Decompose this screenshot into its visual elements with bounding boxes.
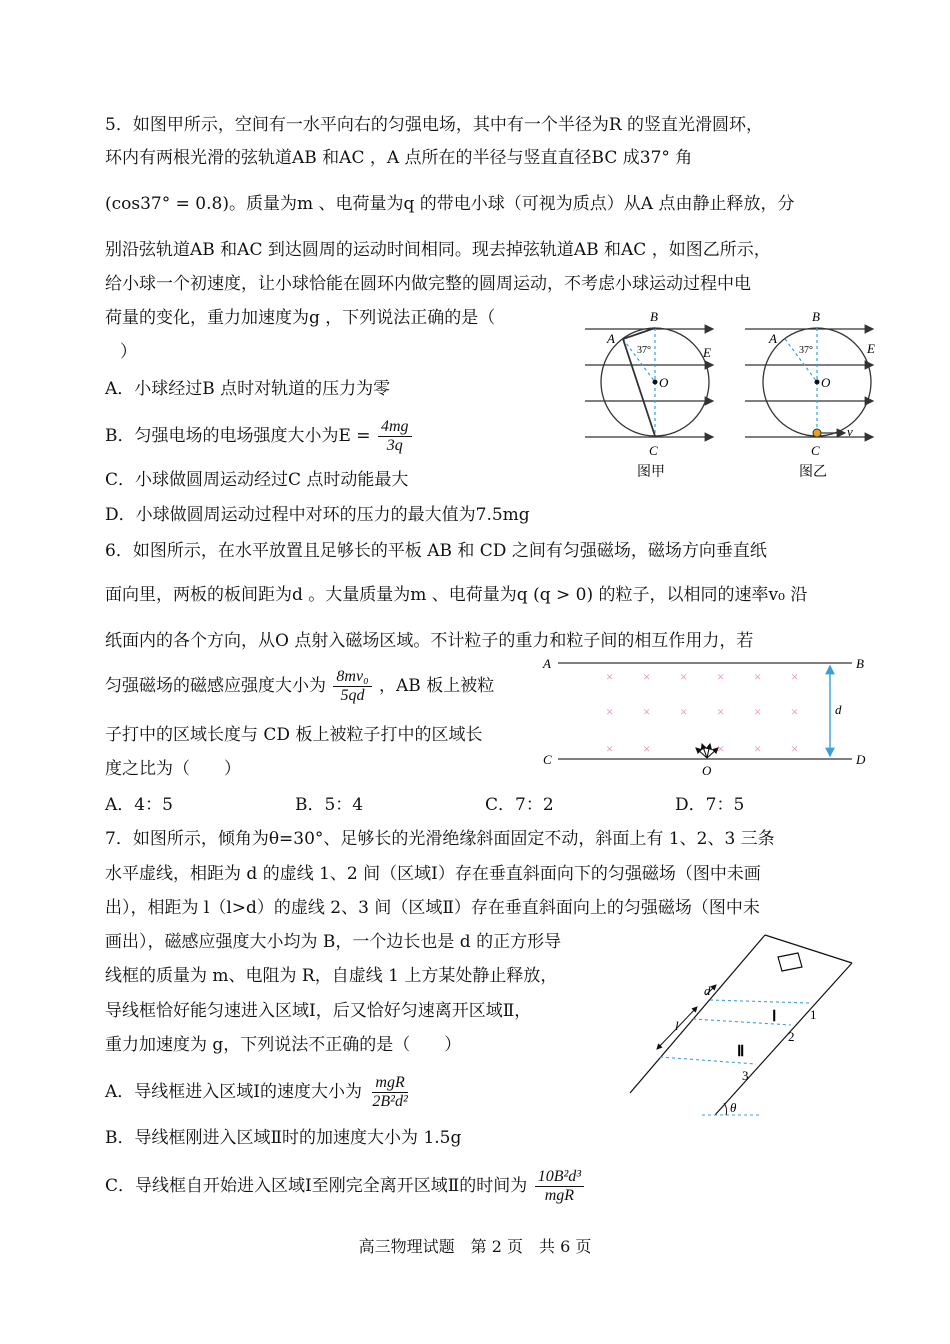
q5-line-1: 5．如图甲所示，空间有一水平向右的匀强电场，其中有一个半径为R 的竖直光滑圆环，	[105, 115, 764, 135]
fraction-denominator: 5qd	[340, 687, 365, 704]
q7-label-d: d	[704, 983, 711, 998]
q7-option-a-text: A．导线框进入区域Ⅰ的速度大小为	[105, 1082, 362, 1102]
svg-text:×: ×	[754, 704, 762, 719]
svg-text:×: ×	[791, 669, 799, 684]
q7-line-6: 导线框恰好能匀速进入区域Ⅰ，后又恰好匀速离开区域Ⅱ，	[105, 1001, 532, 1021]
svg-text:×: ×	[606, 704, 614, 719]
q6-line-5: 子打中的区域长度与 CD 板上被粒子打中的区域长	[105, 725, 483, 745]
fig1-label-c: C	[649, 443, 658, 458]
svg-text:×: ×	[606, 741, 614, 756]
q5-line-4: 别沿弦轨道AB 和AC 到达圆周的运动时间相同。现去掉弦轨道AB 和AC ，如图乙所示，	[105, 240, 771, 260]
q6-line-1: 6．如图所示，在水平放置且足够长的平板 AB 和 CD 之间有匀强磁场，磁场方向垂直纸	[105, 541, 767, 561]
fraction-numerator: 10B²d³	[535, 1168, 584, 1187]
fig1-label-e: E	[703, 345, 711, 360]
q5-line-5: 给小球一个初速度，让小球恰能在圆环内做完整的圆周运动，不考虑小球运动过程中电	[105, 274, 751, 294]
q6-option-c: C．7：2	[485, 795, 554, 815]
fig2-label-o: O	[821, 375, 831, 390]
fraction-numerator: mgR	[372, 1074, 407, 1093]
q5-figure-jia	[585, 305, 725, 485]
svg-text:×: ×	[754, 741, 762, 756]
q6-option-b: B．5：4	[295, 795, 364, 815]
q7-line-7: 重力加速度为 g，下列说法不正确的是（ ）	[105, 1035, 462, 1055]
q6-figure	[540, 650, 870, 780]
q7-option-c-text: C．导线框自开始进入区域Ⅰ至刚完全离开区域Ⅱ的时间为	[105, 1176, 528, 1196]
fig1-label-b: B	[650, 309, 658, 324]
q7-line-4: 画出），磁感应强度大小均为 B，一个边长也是 d 的正方形导	[105, 932, 562, 952]
q7-line-num-1: 1	[810, 1007, 817, 1022]
q6-b-fraction	[333, 668, 371, 705]
q7-line-1: 7．如图所示，倾角为θ=30°、足够长的光滑绝缘斜面固定不动，斜面上有 1、2、3 三条	[105, 829, 775, 849]
q6-line-6: 度之比为（ ）	[105, 759, 241, 779]
q5-line-7: ）	[120, 342, 137, 362]
svg-text:×: ×	[717, 704, 725, 719]
q7-option-c	[105, 1168, 586, 1205]
svg-text:×: ×	[717, 741, 725, 756]
q5-option-d: D．小球做圆周运动过程中对环的压力的最大值为7.5mg	[105, 505, 530, 525]
fig1-label-o: O	[659, 375, 669, 390]
fig2-label-c: C	[811, 443, 820, 458]
fig1-caption: 图甲	[637, 465, 665, 480]
q6-line-4	[105, 668, 494, 705]
q6-options	[105, 794, 865, 816]
fraction-denominator: 3q	[386, 437, 403, 454]
svg-text:×: ×	[791, 704, 799, 719]
q5-figure-yi	[745, 305, 885, 485]
fraction-denominator: 2B²d²	[372, 1093, 408, 1110]
svg-text:×: ×	[717, 669, 725, 684]
q6-label-c: C	[543, 752, 552, 767]
q5-line-6: 荷量的变化，重力加速度为g ，下列说法正确的是（	[105, 308, 496, 328]
fig2-label-a: A	[769, 331, 777, 346]
svg-text:×: ×	[606, 669, 614, 684]
q7-line-num-2: 2	[788, 1029, 795, 1044]
q6-label-a: A	[543, 656, 551, 671]
svg-text:×: ×	[680, 704, 688, 719]
q6-label-dist: d	[835, 702, 842, 717]
svg-text:×: ×	[643, 669, 651, 684]
q5-option-a: A．小球经过B 点时对轨道的压力为零	[105, 379, 391, 399]
q7-region-2: Ⅱ	[737, 1044, 745, 1060]
q6-line-2: 面向里，两板的板间距为d 。大量质量为m 、电荷量为q (q > 0) 的粒子，以相同的速率v₀ 沿	[105, 585, 808, 605]
fig2-angle: 37°	[799, 345, 813, 356]
fraction-denominator: mgR	[544, 1187, 575, 1204]
q6-option-d: D．7：5	[675, 795, 745, 815]
q6-line-4-text: 匀强磁场的磁感应强度大小为	[105, 676, 326, 696]
svg-text:×: ×	[643, 704, 651, 719]
q7-region-1: Ⅰ	[772, 1009, 777, 1025]
q7-option-a-fraction	[369, 1074, 410, 1111]
q7-figure	[620, 925, 870, 1125]
svg-text:×: ×	[791, 741, 799, 756]
q7-label-l: l	[675, 1018, 679, 1033]
q6-label-o: O	[702, 763, 712, 778]
fig2-label-b: B	[812, 309, 820, 324]
q7-line-num-3: 3	[742, 1068, 749, 1083]
q5-line-3: (cos37° = 0.8)。质量为m 、电荷量为q 的带电小球（可视为质点）从A 点由静止释放，分	[105, 194, 795, 214]
q7-line-2: 水平虚线，相距为 d 的虚线 1、2 间（区域Ⅰ）存在垂直斜面向下的匀强磁场（图中未画	[105, 864, 761, 884]
q7-line-5: 线框的质量为 m、电阻为 R，自虚线 1 上方某处静止释放，	[105, 966, 558, 986]
q7-option-c-fraction	[535, 1168, 584, 1205]
svg-text:×: ×	[643, 741, 651, 756]
fig2-label-e: E	[867, 341, 875, 356]
q5-option-c: C．小球做圆周运动经过C 点时动能最大	[105, 470, 409, 490]
q5-line-2: 环内有两根光滑的弦轨道AB 和AC ，A 点所在的半径与竖直直径BC 成37° 角	[105, 148, 693, 168]
q6-option-a: A．4：5	[105, 795, 173, 815]
fig2-caption: 图乙	[799, 465, 827, 480]
q6-line-4-tail: ，AB 板上被粒	[379, 676, 495, 696]
q6-label-d: D	[856, 752, 866, 767]
page-footer: 高三物理试题 第 2 页 共 6 页	[358, 1237, 592, 1256]
q6-line-3: 纸面内的各个方向，从O 点射入磁场区域。不计粒子的重力和粒子间的相互作用力，若	[105, 631, 754, 651]
q5-option-b	[105, 418, 414, 455]
fig1-label-a: A	[607, 331, 615, 346]
q7-option-a	[105, 1074, 413, 1111]
q5-option-b-text: B．匀强电场的电场强度大小为E =	[105, 426, 371, 446]
fraction-numerator: 8mv₀	[333, 668, 371, 687]
svg-text:×: ×	[680, 669, 688, 684]
q5-option-b-fraction	[378, 418, 412, 455]
q7-label-theta: θ	[730, 1100, 737, 1115]
q7-option-b: B．导线框刚进入区域Ⅱ时的加速度大小为 1.5g	[105, 1128, 462, 1148]
fraction-numerator: 4mg	[378, 418, 412, 437]
q7-line-3: 出），相距为 l（l>d）的虚线 2、3 间（区域Ⅱ）存在垂直斜面向上的匀强磁场（图中未	[105, 898, 760, 918]
fig1-angle: 37°	[637, 345, 651, 356]
fig2-label-v: v	[847, 424, 853, 439]
q6-label-b: B	[856, 656, 864, 671]
svg-text:×: ×	[754, 669, 762, 684]
